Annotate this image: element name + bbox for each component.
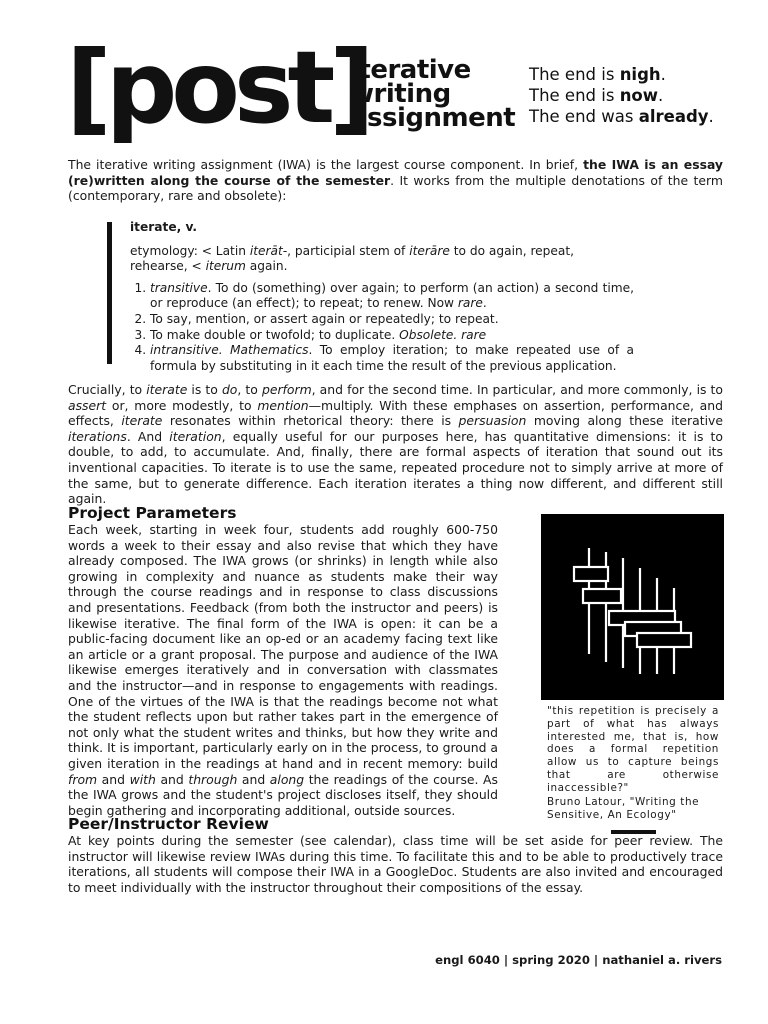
list-item: 2. To say, mention, or assert again or repeatedly; to repeat.: [150, 312, 634, 328]
iteration-figure: [541, 514, 724, 700]
tagline-line: The end is now.: [529, 86, 664, 105]
tagline-line: The end was already.: [529, 107, 714, 126]
title-line: writing: [350, 79, 451, 109]
tagline: [529, 64, 714, 127]
review-paragraph: At key points during the semester (see calendar), class time will be set aside for peer review. The instructor will likewise review IWAs during this time. To facilitate this and to be able to productively trace iterations, all students will compose their IWA in a GoogleDoc. Students are also invited and encouraged to meet individually with the instructor throughout their compositions of the essay.: [68, 833, 723, 895]
intro-paragraph: The iterative writing assignment (IWA) is the largest course component. In brief, the IWA is an essay (re)written along the course of the semester. It works from the multiple denotations of the term (contemporary, rare and obsolete):: [68, 157, 724, 204]
title-line: assignment: [350, 103, 516, 133]
sense-list: [130, 281, 634, 375]
title-line: iterative: [350, 55, 471, 85]
definition-headword: iterate, v.: [130, 220, 198, 234]
page-footer: engl 6040 | spring 2020 | nathaniel a. rivers: [435, 953, 722, 967]
list-item: 4. intransitive. Mathematics. To employ iteration; to make repeated use of a formula by substituting in it each time the result of the previous application.: [150, 343, 634, 374]
list-item: 1. transitive. To do (something) over again; to perform (an action) a second time, or reproduce (an effect); to repeat; to renew. Now rare.: [150, 281, 634, 312]
etymology: etymology: < Latin iterāt-, participial stem of iterāre to do again, repeat, rehearse, < iterum again.: [130, 243, 575, 274]
section-heading-review: Peer/Instructor Review: [68, 815, 269, 833]
definition-block: [130, 220, 634, 374]
definition-bar: [107, 222, 112, 364]
section-heading-project: Project Parameters: [68, 504, 237, 522]
figure-attribution: Bruno Latour, "Writing the Sensitive, An Ecology": [547, 796, 700, 821]
tagline-line: The end is nigh.: [529, 65, 666, 84]
assignment-title: [350, 55, 516, 133]
crucially-paragraph: Crucially, to iterate is to do, to perform, and for the second time. In particular, and more commonly, is to assert or, more modestly, to mention—multiply. With these emphases on assertion, performance, and effects, iterate resonates within rhetorical theory: there is persuasion moving along these iterative iterations. And iteration, equally useful for our purposes here, has quantitative dimensions: it is to double, to add, to accumulate. And, finally, there are formal aspects of iteration that sound out its inventional capacities. To iterate is to use the same, repeated procedure not to simply arrive at more of the same, but to generate difference. Each iteration iterates a thing now different, and different still again.: [68, 382, 723, 507]
post-logo: [post]: [66, 29, 370, 146]
iteration-bars-icon: [541, 514, 724, 700]
project-paragraph: Each week, starting in week four, students add roughly 600-750 words a week to their essay and also revise that which they have already composed. The IWA grows (or shrinks) in length while also growing in complexity and nuance as students make their way through the course readings and in response to class discussions and presentations. Feedback (from both the instructor and peers) is likewise iterative. The final form of the IWA is open: it can be a public-facing document like an op-ed or an academy facing text like an article or a grant proposal. The purpose and audience of the IWA likewise emerges iteratively and in conversation with classmates and the instructor—and in response to engagements with readings. One of the virtues of the IWA is that the readings become not what the student reflects upon but rather takes part in the emergence of not only what the student writes and thinks, but how they write and think. It is important, particularly early on in the process, to ground a given iteration in the readings at hand and in recent memory: build from and with and through and along the readings of the course. As the IWA grows and the student's project discloses itself, they should begin gathering and incorporating additional, outside sources.: [68, 522, 498, 818]
list-item: 3. To make double or twofold; to duplicate. Obsolete. rare: [150, 328, 634, 344]
figure-caption: "this repetition is precisely a part of what has always interested me, that is, how does a formal repetition allow us to capture beings that are otherwise inaccessible?": [547, 705, 719, 794]
